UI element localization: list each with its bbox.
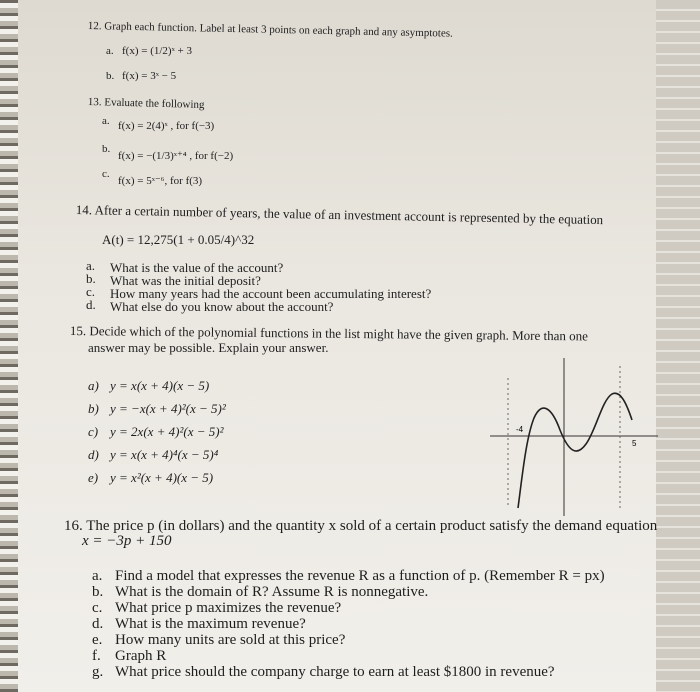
q12a-expr: f(x) = (1/2)ˣ + 3 (122, 45, 192, 57)
q14d-text: What else do you know about the account? (110, 299, 334, 314)
q16c-letter: c. (92, 600, 103, 616)
q15c-expr: y = 2x(x + 4)²(x − 5)² (110, 424, 224, 439)
q13a-letter: a. (102, 115, 110, 127)
q16f-letter: f. (92, 648, 101, 664)
q14b-letter: b. (86, 271, 96, 286)
q15a-letter: a) (88, 378, 99, 393)
q13a-expr: f(x) = 2(4)ˣ , for f(−3) (118, 120, 215, 132)
q15-prompt-line1: 15. Decide which of the polynomial functions in the list might have the given graph. More than one (69, 323, 589, 344)
spiral-binding (0, 0, 18, 692)
q16f-text: Graph R (115, 648, 167, 664)
q16-equation: x = −3p + 150 (82, 533, 172, 549)
worksheet-page (18, 0, 700, 692)
q16a-letter: a. (92, 568, 103, 584)
polynomial-curve (518, 393, 632, 508)
q14a-letter: a. (86, 258, 96, 273)
q15c-letter: c) (88, 424, 99, 439)
q16b-text: What is the domain of R? Assume R is nonnegative. (115, 584, 429, 600)
q13c-letter: c. (102, 168, 110, 180)
q15e-letter: e) (88, 470, 99, 485)
tick-label-right: 5 (632, 439, 637, 448)
q15b-expr: y = −x(x + 4)²(x − 5)² (110, 401, 226, 416)
tick-label-left: -4 (516, 425, 524, 434)
q14-equation: A(t) = 12,275(1 + 0.05/4)^32 (102, 232, 255, 247)
q14-prompt: 14. After a certain number of years, the value of an investment account is represented by the equation (75, 202, 604, 228)
q12-prompt: 12. Graph each function. Label at least 3 points on each graph and any asymptotes. (87, 20, 453, 40)
q16g-letter: g. (92, 664, 104, 680)
q15-prompt-line2: answer may be possible. Explain your answer. (88, 340, 329, 355)
q12b-letter: b. (106, 70, 115, 82)
q16g-text: What price should the company charge to earn at least $1800 in revenue? (115, 664, 555, 680)
page-edge-shadow (656, 0, 700, 692)
q16b-letter: b. (92, 584, 104, 600)
q12b-expr: f(x) = 3ˣ − 5 (122, 70, 177, 82)
q15a-expr: y = x(x + 4)(x − 5) (110, 378, 210, 393)
q14d-letter: d. (86, 297, 96, 312)
q14a-text: What is the value of the account? (110, 260, 284, 275)
q15-polynomial-graph (490, 358, 660, 518)
q16e-letter: e. (92, 632, 103, 648)
q16c-text: What price p maximizes the revenue? (115, 600, 342, 616)
q13-prompt: 13. Evaluate the following (87, 96, 205, 112)
q16a-text: Find a model that expresses the revenue R as a function of p. (Remember R = px) (115, 568, 605, 584)
q13b-expr: f(x) = −(1/3)ˣ⁺⁴ , for f(−2) (118, 150, 234, 162)
q14c-letter: c. (86, 284, 96, 299)
q15d-expr: y = x(x + 4)⁴(x − 5)⁴ (110, 447, 219, 462)
q15e-expr: y = x²(x + 4)(x − 5) (110, 470, 214, 485)
q13c-expr: f(x) = 5ˣ⁻⁶, for f(3) (118, 175, 203, 187)
q14c-text: How many years had the account been accumulating interest? (110, 286, 432, 301)
q16d-text: What is the maximum revenue? (115, 616, 306, 632)
q13b-letter: b. (102, 143, 111, 155)
q12a-letter: a. (106, 45, 114, 57)
q15b-letter: b) (88, 401, 99, 416)
q16d-letter: d. (92, 616, 104, 632)
q15d-letter: d) (88, 447, 99, 462)
q16e-text: How many units are sold at this price? (115, 632, 346, 648)
q14b-text: What was the initial deposit? (110, 273, 261, 288)
q16-prompt: 16. The price p (in dollars) and the quantity x sold of a certain product satisfy the demand equation (64, 518, 658, 534)
